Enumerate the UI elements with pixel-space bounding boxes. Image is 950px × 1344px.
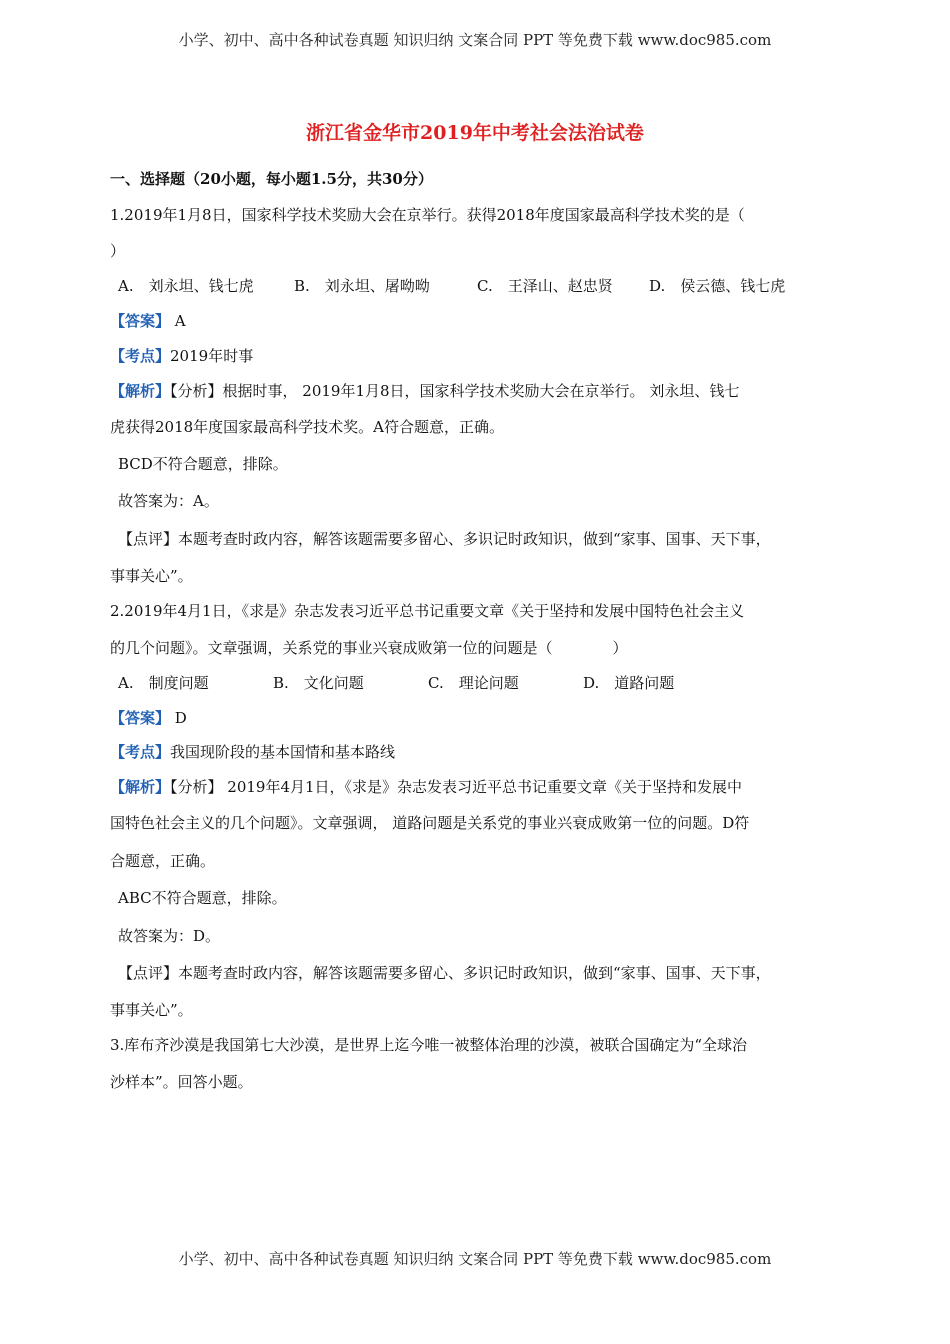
- document-title: 浙江省金华市2019年中考社会法治试卷: [306, 122, 644, 144]
- q1-comment-line1: 【点评】本题考查时政内容，解答该题需要多留心、多识记时政知识，做到“家事、国事、天下事，: [118, 530, 771, 548]
- point-label: 【考点】: [110, 743, 171, 761]
- q1-options: [118, 275, 785, 296]
- q2-analysis-line2: 国特色社会主义的几个问题》。文章强调， 道路问题是关系党的事业兴衰成败第一位的问题。D符: [110, 814, 750, 832]
- section-heading: 一、选择题（20小题，每小题1.5分，共30分）: [110, 170, 433, 188]
- q1-analysis-line1: [110, 380, 739, 401]
- q2-analysis-line3: 合题意，正确。: [110, 852, 216, 870]
- page-header: 小学、初中、高中各种试卷真题 知识归纳 文案合同 PPT 等免费下载 www.doc985.com: [178, 31, 772, 49]
- q2-analysis-line1: [110, 776, 742, 797]
- q2-point: [110, 741, 395, 762]
- q3-stem-line2: 沙样本”。回答小题。: [110, 1073, 253, 1091]
- q1-analysis-text: 【分析】根据时事， 2019年1月8日，国家科学技术奖励大会在京举行。 刘永坦、钱七: [170, 382, 740, 400]
- analysis-label: 【解析】: [110, 778, 171, 796]
- q2-answer-value: D: [174, 709, 187, 727]
- q2-option-c: C. 理论问题: [428, 674, 519, 692]
- q1-option-a: A. 刘永坦、钱七虎: [118, 277, 254, 295]
- q1-option-d: D. 侯云德、钱七虎: [649, 277, 786, 295]
- q1-analysis-line2: 虎获得2018年度国家最高科学技术奖。A符合题意，正确。: [110, 418, 505, 436]
- q2-comment-line1: 【点评】本题考查时政内容，解答该题需要多留心、多识记时政知识，做到“家事、国事、天下事，: [118, 964, 771, 982]
- q2-option-d: D. 道路问题: [583, 674, 675, 692]
- q2-option-a: A. 制度问题: [118, 674, 209, 692]
- q1-analysis-line3: BCD不符合题意，排除。: [118, 455, 288, 473]
- answer-label: 【答案】: [110, 312, 171, 330]
- answer-label: 【答案】: [110, 709, 171, 727]
- q1-option-c: C. 王泽山、赵忠贤: [477, 277, 613, 295]
- q2-analysis-text: 【分析】 2019年4月1日，《求是》杂志发表习近平总书记重要文章《关于坚持和发展中: [170, 778, 743, 796]
- q2-point-value: 我国现阶段的基本国情和基本路线: [170, 743, 396, 761]
- q3-stem-line1: 3.库布齐沙漠是我国第七大沙漠，是世界上迄今唯一被整体治理的沙漠，被联合国确定为“全球治: [110, 1036, 747, 1054]
- q2-options: [118, 672, 674, 693]
- q1-point-value: 2019年时事: [170, 347, 254, 365]
- analysis-label: 【解析】: [110, 382, 171, 400]
- q2-comment-line2: 事事关心”。: [110, 1001, 193, 1019]
- q2-answer: [110, 707, 187, 728]
- q2-analysis-line5: 故答案为：D。: [118, 927, 221, 945]
- q2-analysis-line4: ABC不符合题意，排除。: [118, 889, 287, 907]
- page-footer: 小学、初中、高中各种试卷真题 知识归纳 文案合同 PPT 等免费下载 www.doc985.com: [178, 1250, 772, 1268]
- q1-comment-line2: 事事关心”。: [110, 567, 193, 585]
- q1-stem-line1: 1.2019年1月8日，国家科学技术奖励大会在京举行。获得2018年度国家最高科学技术奖的是（: [110, 206, 745, 224]
- point-label: 【考点】: [110, 347, 171, 365]
- q2-stem-line2: 的几个问题》。文章强调，关系党的事业兴衰成败第一位的问题是（ ）: [110, 639, 628, 657]
- q1-point: [110, 345, 253, 366]
- q2-stem-line1: 2.2019年4月1日，《求是》杂志发表习近平总书记重要文章《关于坚持和发展中国特色社会主义: [110, 602, 745, 620]
- q1-analysis-line4: 故答案为：A。: [118, 492, 219, 510]
- q1-stem-line2: ）: [110, 242, 126, 260]
- q2-option-b: B. 文化问题: [273, 674, 364, 692]
- q1-answer: [110, 310, 186, 331]
- q1-option-b: B. 刘永坦、屠呦呦: [294, 277, 430, 295]
- q1-answer-value: A: [174, 312, 186, 330]
